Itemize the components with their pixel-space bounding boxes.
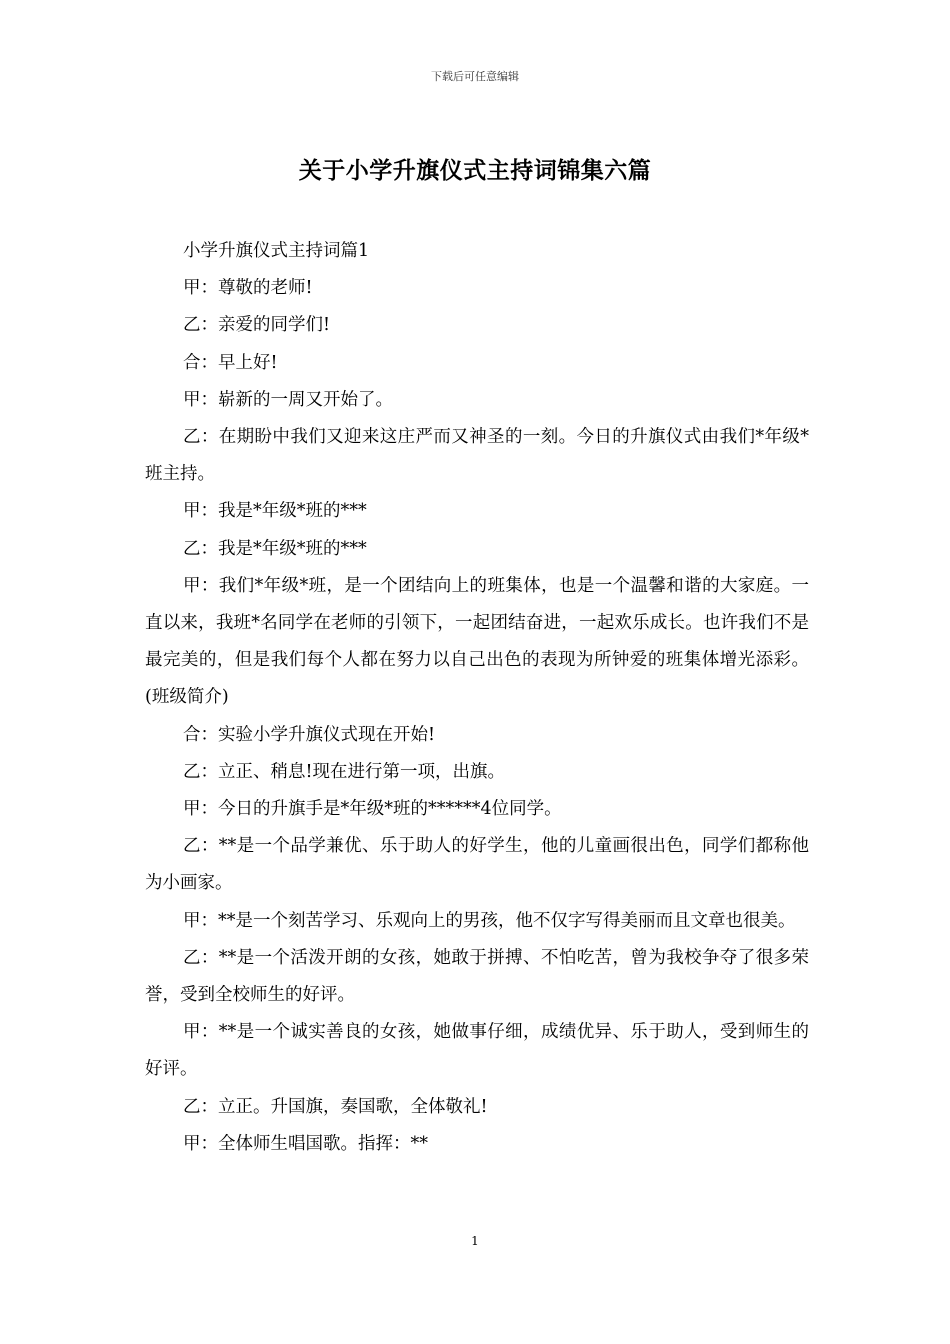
- paragraph: 合：实验小学升旗仪式现在开始!: [183, 724, 436, 745]
- paragraph: 甲：**是一个刻苦学习、乐观向上的男孩，他不仅字写得美丽而且文章也很美。: [183, 910, 796, 931]
- paragraph: 乙：**是一个活泼开朗的女孩，她敢于拼搏、不怕吃苦，曾为我校争夺了很多荣誉，受到全校师生的好评。: [145, 947, 809, 1006]
- document-body: [145, 233, 809, 1163]
- paragraph: 乙：**是一个品学兼优、乐于助人的好学生，他的儿童画很出色，同学们都称他为小画家。: [145, 836, 809, 894]
- paragraph: 甲：我们*年级*班，是一个团结向上的班集体，也是一个温馨和谐的大家庭。一直以来，我班*名同学在老师的引领下，一起团结奋进，一起欢乐成长。也许我们不是最完美的，但是我们每个人都在努力以自己出色的表现为所钟爱的班集体增光添彩。(班级简介): [145, 575, 809, 708]
- paragraph: 合：早上好!: [183, 352, 278, 373]
- header-note: 下载后可任意编辑: [431, 70, 519, 83]
- paragraph: 乙：立正、稍息!现在进行第一项，出旗。: [183, 761, 506, 782]
- paragraph: 甲：我是*年级*班的***: [183, 501, 367, 522]
- paragraph: 乙：亲爱的同学们!: [183, 315, 331, 336]
- paragraph: 乙：在期盼中我们又迎来这庄严而又神圣的一刻。今日的升旗仪式由我们*年级*班主持。: [145, 427, 809, 485]
- document-title: 关于小学升旗仪式主持词锦集六篇: [298, 157, 652, 184]
- paragraph: 甲：**是一个诚实善良的女孩，她做事仔细，成绩优异、乐于助人，受到师生的好评。: [145, 1022, 809, 1080]
- paragraph: 乙：立正。升国旗，奏国歌，全体敬礼!: [183, 1096, 488, 1117]
- paragraph: 甲：全体师生唱国歌。指挥：**: [183, 1133, 428, 1154]
- paragraph: 乙：我是*年级*班的***: [183, 538, 367, 559]
- paragraph: 小学升旗仪式主持词篇1: [183, 241, 370, 261]
- paragraph: 甲：尊敬的老师!: [183, 278, 313, 299]
- page-number: 1: [471, 1234, 479, 1248]
- paragraph: 甲：今日的升旗手是*年级*班的******4位同学。: [183, 799, 562, 820]
- paragraph: 甲：崭新的一周又开始了。: [183, 389, 393, 410]
